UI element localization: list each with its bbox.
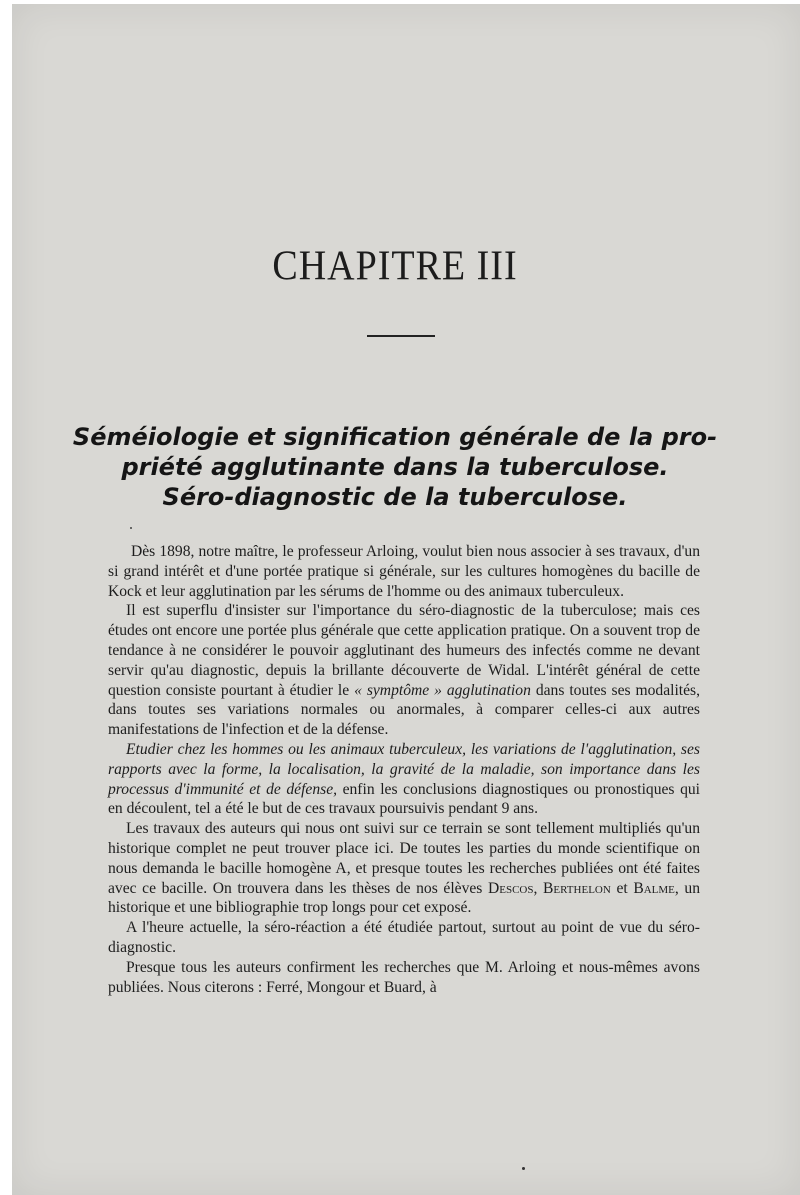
paragraph-6: Presque tous les auteurs confirment les recherches que M. Arloing et nous-mêmes avons publiées. Nous citerons : Ferré, Mongour et Buard, à (108, 958, 700, 996)
paragraph-4-and: et (616, 879, 628, 897)
paragraph-2-text-b: dans toutes ses modalités, dans toutes ses variations normales ou anormales, à comparer celles-ci aux autres manifestations de l'infection et de la défense. (108, 681, 701, 739)
paragraph-3 (108, 740, 700, 819)
ink-speck (130, 527, 132, 529)
paragraph-3-italic: Etudier chez les hommes ou les animaux tuberculeux, les variations de l'agglutination, ses rapports avec la forme, la localisation, la gravité de la maladie, son importance dans les processus d'immunité et de défense, (108, 740, 700, 798)
paragraph-1: Dès 1898, notre maître, le professeur Arloing, voulut bien nous associer à ses travaux, d'un si grand intérêt et d'une portée pratique si générale, sur les cultures homogènes du bacille de Kock et leur agglutination par les sérums de l'homme ou des animaux tuberculeux. (108, 543, 700, 600)
subtitle-line-3: Séro-diagnostic de la tuberculose. (162, 483, 628, 511)
body-text (108, 542, 700, 997)
chapter-subtitle (12, 422, 778, 512)
author-descos: Descos (488, 879, 534, 897)
author-berthelon: Berthelon (543, 879, 611, 897)
paragraph-2-text-a: Il est superflu d'insister sur l'importance du séro-diagnostic de la tuberculose; mais ces études ont encore une portée plus générale que cette application pratique. On a souvent trop de tendance à ne considérer le pouvoir agglutinant des humeurs des infectés comme ne devant servir qu'au diagnostic, depuis la brillante découverte de Widal. L'intérêt général de cette question consiste pourtant à étudier le (108, 602, 700, 699)
page-sheet (12, 4, 800, 1195)
subtitle-line-2: priété agglutinante dans la tuberculose. (121, 453, 669, 481)
paragraph-4-text-a: Les travaux des auteurs qui nous ont suivi sur ce terrain se sont tellement multipliés qu'un historique complet ne peut trouver place ici. De toutes les parties du monde scientifique on nous demanda le bacille homogène A, et presque toutes les recherches publiées ont été faites avec ce bacille. On trouvera dans les thèses de nos élèves (108, 820, 700, 897)
subtitle-line-1: Séméiologie et signification générale de la pro- (72, 423, 718, 451)
title-rule (367, 335, 435, 337)
chapter-title: CHAPITRE III (272, 242, 518, 290)
paragraph-5: A l'heure actuelle, la séro-réaction a été étudiée partout, surtout au point de vue du séro-diagnostic. (108, 919, 700, 956)
ink-dot (522, 1167, 525, 1170)
paragraph-2 (108, 601, 700, 740)
author-balme: Balme (633, 879, 675, 897)
paragraph-3-text: enfin les conclusions diagnostiques ou pronostiques qui en découlent, tel a été le but de ces travaux poursuivis pendant 9 ans. (108, 780, 700, 818)
paragraph-4-text-b: , un historique et une bibliographie trop longs pour cet exposé. (108, 879, 701, 917)
paragraph-4: Les travaux des auteurs qui nous ont suivi sur ce terrain se sont tellement multipliés qu'un historique complet ne peut trouver place ici. De toutes les parties du monde scientifique on nous demanda le bacille homogène A, et presque toutes les recherches publiées ont été faites avec ce bacille. On trouvera dans les thèses de nos élèves Descos, Berthelon et Balme, un historique et une bibliographie trop longs pour cet exposé. (108, 820, 701, 917)
paragraph-2-quote: « symptôme » agglutination (354, 681, 531, 699)
